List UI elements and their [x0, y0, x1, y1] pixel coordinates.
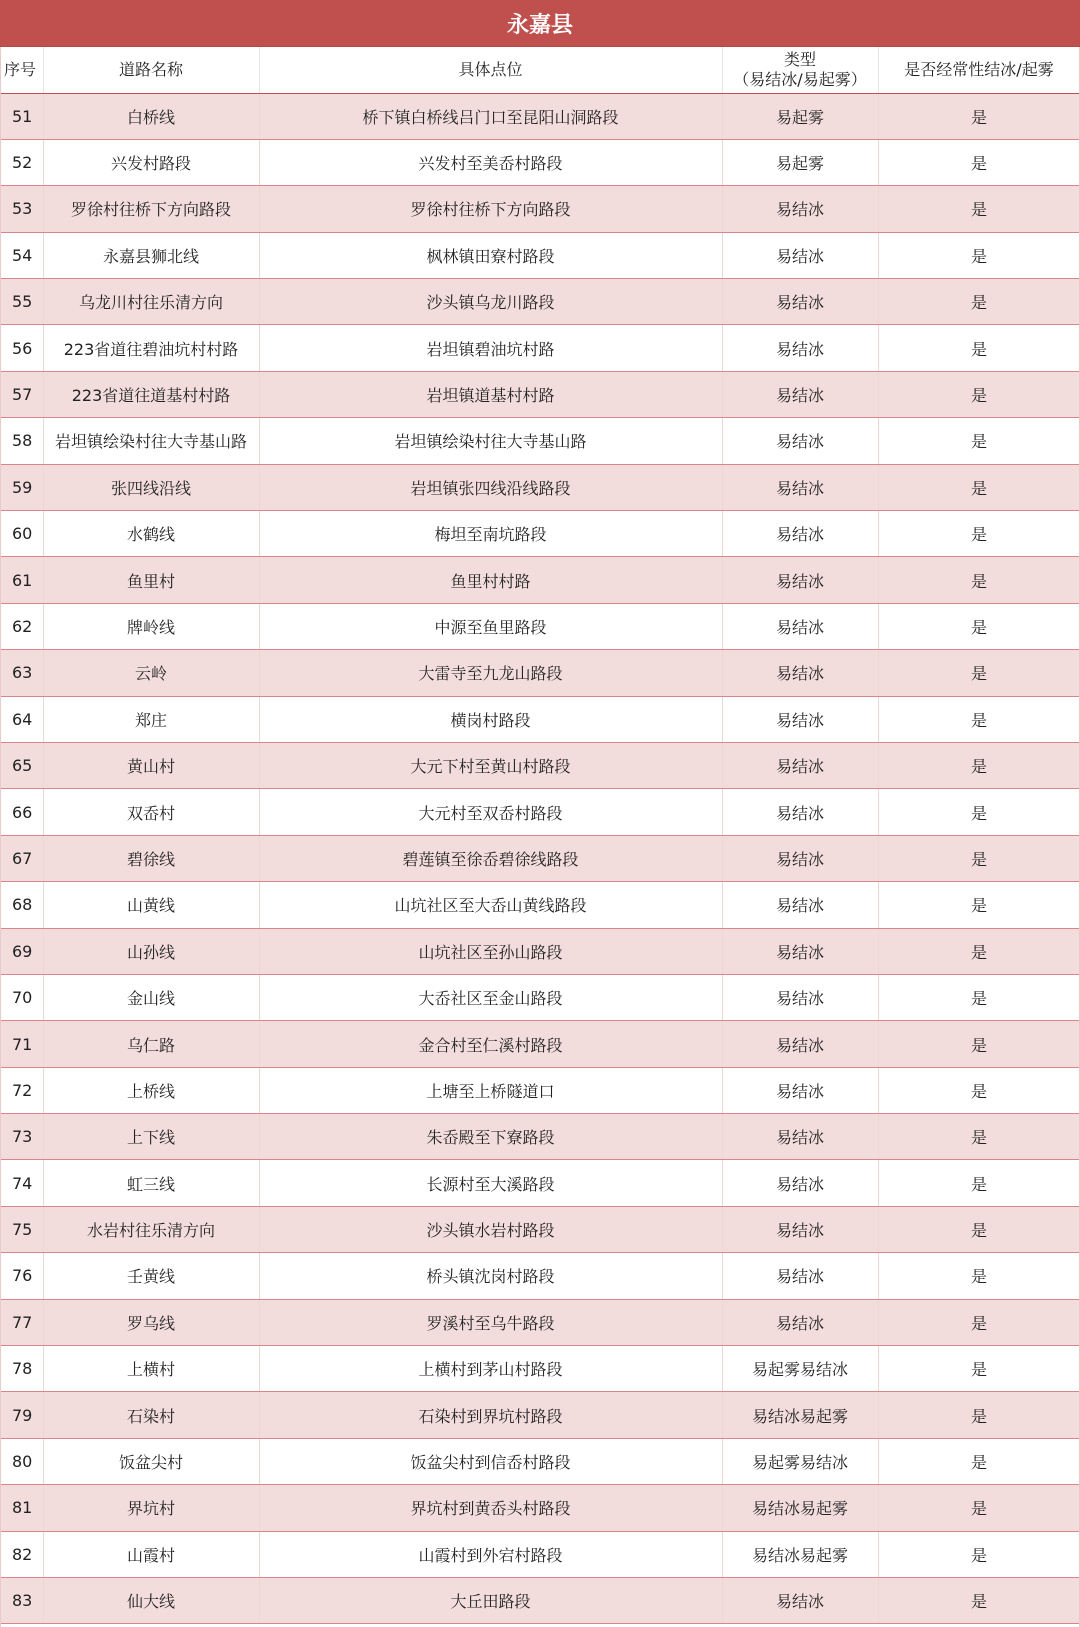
cell-road-name[interactable]: 白桥线: [43, 93, 259, 139]
cell-frequent[interactable]: 是: [878, 186, 1080, 232]
cell-type[interactable]: 易结冰: [722, 974, 878, 1020]
cell-location[interactable]: 桥下镇白桥线吕门口至昆阳山洞路段: [259, 93, 722, 139]
cell-location[interactable]: 大丘田路段: [259, 1578, 722, 1624]
cell-location[interactable]: 岩坦镇绘染村往大寺基山路: [259, 418, 722, 464]
cell-type[interactable]: 易结冰: [722, 1253, 878, 1299]
cell-location[interactable]: 金合村至仁溪村路段: [259, 1021, 722, 1067]
cell-type[interactable]: 易结冰: [722, 232, 878, 278]
cell-type[interactable]: 易结冰易起雾: [722, 1392, 878, 1438]
cell-type[interactable]: 易结冰易起雾: [722, 1531, 878, 1577]
table-row: [0, 1206, 1080, 1252]
cell-frequent[interactable]: 是: [878, 835, 1080, 881]
table-row: [0, 232, 1080, 278]
cell-no[interactable]: 56: [0, 325, 43, 371]
cell-frequent[interactable]: 是: [878, 882, 1080, 928]
header-road-name: 道路名称: [43, 47, 259, 93]
cell-type[interactable]: 易结冰: [722, 835, 878, 881]
cell-type[interactable]: 易结冰: [722, 603, 878, 649]
cell-type[interactable]: 易起雾: [722, 139, 878, 185]
cell-no[interactable]: 60: [0, 511, 43, 557]
cell-location[interactable]: 罗徐村往桥下方向路段: [259, 186, 722, 232]
cell-road-name[interactable]: 上横村: [43, 1346, 259, 1392]
cell-road-name[interactable]: 罗徐村往桥下方向路段: [43, 186, 259, 232]
table-row: [0, 1021, 1080, 1067]
cell-no[interactable]: 66: [0, 789, 43, 835]
cell-type[interactable]: 易结冰: [722, 928, 878, 974]
cell-type[interactable]: 易结冰: [722, 1206, 878, 1252]
table-row: [0, 1114, 1080, 1160]
table-row: [0, 1485, 1080, 1531]
cell-road-name[interactable]: 饭盆尖村: [43, 1438, 259, 1484]
cell-type[interactable]: 易结冰: [722, 186, 878, 232]
cell-type[interactable]: 易结冰: [722, 742, 878, 788]
sheet-title: 永嘉县: [0, 0, 1080, 47]
cell-no[interactable]: 62: [0, 603, 43, 649]
header-type: [722, 47, 878, 93]
cell-road-name[interactable]: 223省道往道基村村路: [43, 371, 259, 417]
cell-frequent[interactable]: 是: [878, 511, 1080, 557]
cell-type[interactable]: 易结冰: [722, 325, 878, 371]
cell-frequent[interactable]: 是: [878, 603, 1080, 649]
cell-type[interactable]: 易起雾: [722, 93, 878, 139]
cell-type[interactable]: 易起雾易结冰: [722, 1346, 878, 1392]
cell-location[interactable]: 上横村到茅山村路段: [259, 1346, 722, 1392]
cell-road-name[interactable]: 仙大线: [43, 1578, 259, 1624]
table-row: [0, 279, 1080, 325]
table-row: [0, 325, 1080, 371]
cell-no[interactable]: 73: [0, 1114, 43, 1160]
table-row: [0, 139, 1080, 185]
cell-type[interactable]: 易结冰: [722, 1299, 878, 1345]
cell-no[interactable]: 81: [0, 1485, 43, 1531]
cell-location[interactable]: 大元村至双岙村路段: [259, 789, 722, 835]
cell-frequent[interactable]: 是: [878, 1114, 1080, 1160]
cell-road-name[interactable]: 双岙村: [43, 789, 259, 835]
cell-location[interactable]: 梅坦至南坑路段: [259, 511, 722, 557]
cell-no[interactable]: 71: [0, 1021, 43, 1067]
cell-frequent[interactable]: 是: [878, 1578, 1080, 1624]
cell-type[interactable]: 易结冰: [722, 371, 878, 417]
cell-road-name[interactable]: 乌仁路: [43, 1021, 259, 1067]
cell-no[interactable]: 57: [0, 371, 43, 417]
table-row: [0, 835, 1080, 881]
table-row: [0, 1438, 1080, 1484]
cell-location[interactable]: 罗溪村至乌牛路段: [259, 1299, 722, 1345]
cell-no[interactable]: 63: [0, 650, 43, 696]
left-border: [0, 47, 1, 1627]
table-row: [0, 1392, 1080, 1438]
cell-no[interactable]: 52: [0, 139, 43, 185]
cell-location[interactable]: 鱼里村村路: [259, 557, 722, 603]
cell-frequent[interactable]: 是: [878, 1299, 1080, 1345]
cell-location[interactable]: 岩坦镇道基村村路: [259, 371, 722, 417]
header-type-line2: （易结冰/易起雾）: [733, 69, 867, 89]
cell-no[interactable]: 58: [0, 418, 43, 464]
header-type-line1: 类型: [783, 49, 816, 69]
cell-type[interactable]: 易结冰: [722, 882, 878, 928]
cell-no[interactable]: 80: [0, 1438, 43, 1484]
cell-type[interactable]: 易结冰: [722, 1578, 878, 1624]
table-row: [0, 1346, 1080, 1392]
cell-location[interactable]: 碧莲镇至徐岙碧徐线路段: [259, 835, 722, 881]
cell-location[interactable]: 大元下村至黄山村路段: [259, 742, 722, 788]
cell-frequent[interactable]: 是: [878, 139, 1080, 185]
cell-location[interactable]: 沙头镇水岩村路段: [259, 1206, 722, 1252]
cell-frequent[interactable]: 是: [878, 1438, 1080, 1484]
cell-frequent[interactable]: 是: [878, 1206, 1080, 1252]
cell-type[interactable]: 易结冰易起雾: [722, 1485, 878, 1531]
cell-no[interactable]: 74: [0, 1160, 43, 1206]
cell-no[interactable]: 78: [0, 1346, 43, 1392]
cell-no[interactable]: 82: [0, 1531, 43, 1577]
cell-type[interactable]: 易结冰: [722, 1067, 878, 1113]
cell-road-name[interactable]: 壬黄线: [43, 1253, 259, 1299]
cell-frequent[interactable]: 是: [878, 418, 1080, 464]
cell-frequent[interactable]: 是: [878, 557, 1080, 603]
cell-frequent[interactable]: 是: [878, 325, 1080, 371]
cell-road-name[interactable]: 乌龙川村往乐清方向: [43, 279, 259, 325]
cell-road-name[interactable]: 碧徐线: [43, 835, 259, 881]
cell-type[interactable]: 易结冰: [722, 1160, 878, 1206]
cell-road-name[interactable]: 山孙线: [43, 928, 259, 974]
cell-location[interactable]: 大雷寺至九龙山路段: [259, 650, 722, 696]
table-row: [0, 974, 1080, 1020]
table-row: [0, 1067, 1080, 1113]
cell-type[interactable]: 易结冰: [722, 279, 878, 325]
cell-no[interactable]: 64: [0, 696, 43, 742]
cell-location[interactable]: 朱岙殿至下寮路段: [259, 1114, 722, 1160]
cell-no[interactable]: 55: [0, 279, 43, 325]
cell-road-name[interactable]: 罗乌线: [43, 1299, 259, 1345]
header-no: 序号: [0, 47, 43, 93]
cell-location[interactable]: 饭盆尖村到信岙村路段: [259, 1438, 722, 1484]
cell-road-name[interactable]: 黄山村: [43, 742, 259, 788]
cell-road-name[interactable]: 岩坦镇绘染村往大寺基山路: [43, 418, 259, 464]
cell-frequent[interactable]: 是: [878, 650, 1080, 696]
cell-road-name[interactable]: 金山线: [43, 974, 259, 1020]
cell-location[interactable]: 大岙社区至金山路段: [259, 974, 722, 1020]
cell-location[interactable]: 上塘至上桥隧道口: [259, 1067, 722, 1113]
cell-no[interactable]: 70: [0, 974, 43, 1020]
cell-road-name[interactable]: 石染村: [43, 1392, 259, 1438]
cell-road-name[interactable]: 界坑村: [43, 1485, 259, 1531]
cell-road-name[interactable]: 郑庄: [43, 696, 259, 742]
cell-frequent[interactable]: 是: [878, 279, 1080, 325]
cell-location[interactable]: 界坑村到黄岙头村路段: [259, 1485, 722, 1531]
table-row: [0, 464, 1080, 510]
table-row: [0, 557, 1080, 603]
cell-location[interactable]: 横岗村路段: [259, 696, 722, 742]
cell-road-name[interactable]: 兴发村路段: [43, 139, 259, 185]
cell-no[interactable]: 72: [0, 1067, 43, 1113]
cell-location[interactable]: 岩坦镇碧油坑村路: [259, 325, 722, 371]
cell-road-name[interactable]: 鱼里村: [43, 557, 259, 603]
cell-type[interactable]: 易结冰: [722, 650, 878, 696]
table-row: [0, 1531, 1080, 1577]
road-table: [0, 47, 1080, 1624]
cell-road-name[interactable]: 牌岭线: [43, 603, 259, 649]
cell-location[interactable]: 山坑社区至孙山路段: [259, 928, 722, 974]
header-row: [0, 47, 1080, 93]
cell-road-name[interactable]: 张四线沿线: [43, 464, 259, 510]
cell-road-name[interactable]: 水鹤线: [43, 511, 259, 557]
table-row: [0, 1253, 1080, 1299]
cell-no[interactable]: 54: [0, 232, 43, 278]
table-row: [0, 742, 1080, 788]
cell-road-name[interactable]: 虹三线: [43, 1160, 259, 1206]
cell-no[interactable]: 68: [0, 882, 43, 928]
cell-frequent[interactable]: 是: [878, 1531, 1080, 1577]
table-row: [0, 186, 1080, 232]
cell-road-name[interactable]: 上下线: [43, 1114, 259, 1160]
cell-type[interactable]: 易结冰: [722, 418, 878, 464]
cell-road-name[interactable]: 223省道往碧油坑村村路: [43, 325, 259, 371]
cell-frequent[interactable]: 是: [878, 1346, 1080, 1392]
cell-type[interactable]: 易起雾易结冰: [722, 1438, 878, 1484]
cell-frequent[interactable]: 是: [878, 93, 1080, 139]
cell-location[interactable]: 沙头镇乌龙川路段: [259, 279, 722, 325]
cell-type[interactable]: 易结冰: [722, 1021, 878, 1067]
table-body: [0, 93, 1080, 1624]
cell-location[interactable]: 长源村至大溪路段: [259, 1160, 722, 1206]
cell-no[interactable]: 65: [0, 742, 43, 788]
table-row: [0, 650, 1080, 696]
table-row: [0, 1578, 1080, 1624]
cell-frequent[interactable]: 是: [878, 696, 1080, 742]
cell-road-name[interactable]: 水岩村往乐清方向: [43, 1206, 259, 1252]
table-row: [0, 511, 1080, 557]
cell-no[interactable]: 51: [0, 93, 43, 139]
cell-type[interactable]: 易结冰: [722, 464, 878, 510]
cell-frequent[interactable]: 是: [878, 1485, 1080, 1531]
cell-location[interactable]: 枫林镇田寮村路段: [259, 232, 722, 278]
table-row: [0, 371, 1080, 417]
cell-no[interactable]: 59: [0, 464, 43, 510]
cell-road-name[interactable]: 云岭: [43, 650, 259, 696]
cell-frequent[interactable]: 是: [878, 742, 1080, 788]
cell-no[interactable]: 77: [0, 1299, 43, 1345]
cell-location[interactable]: 兴发村至美岙村路段: [259, 139, 722, 185]
cell-frequent[interactable]: 是: [878, 1392, 1080, 1438]
cell-no[interactable]: 69: [0, 928, 43, 974]
table-row: [0, 93, 1080, 139]
table-row: [0, 696, 1080, 742]
cell-frequent[interactable]: 是: [878, 1253, 1080, 1299]
cell-road-name[interactable]: 山霞村: [43, 1531, 259, 1577]
table-row: [0, 603, 1080, 649]
header-frequent: 是否经常性结冰/起雾: [878, 47, 1080, 93]
cell-location[interactable]: 山坑社区至大岙山黄线路段: [259, 882, 722, 928]
table-row: [0, 418, 1080, 464]
cell-frequent[interactable]: 是: [878, 928, 1080, 974]
cell-location[interactable]: 石染村到界坑村路段: [259, 1392, 722, 1438]
cell-type[interactable]: 易结冰: [722, 511, 878, 557]
cell-type[interactable]: 易结冰: [722, 557, 878, 603]
cell-type[interactable]: 易结冰: [722, 696, 878, 742]
cell-frequent[interactable]: 是: [878, 789, 1080, 835]
cell-no[interactable]: 67: [0, 835, 43, 881]
cell-no[interactable]: 61: [0, 557, 43, 603]
table-row: [0, 789, 1080, 835]
cell-frequent[interactable]: 是: [878, 371, 1080, 417]
cell-location[interactable]: 中源至鱼里路段: [259, 603, 722, 649]
cell-type[interactable]: 易结冰: [722, 1114, 878, 1160]
table-row: [0, 1160, 1080, 1206]
cell-type[interactable]: 易结冰: [722, 789, 878, 835]
cell-no[interactable]: 79: [0, 1392, 43, 1438]
cell-no[interactable]: 76: [0, 1253, 43, 1299]
cell-frequent[interactable]: 是: [878, 1160, 1080, 1206]
cell-road-name[interactable]: 上桥线: [43, 1067, 259, 1113]
table-row: [0, 928, 1080, 974]
cell-frequent[interactable]: 是: [878, 1021, 1080, 1067]
cell-location[interactable]: 岩坦镇张四线沿线路段: [259, 464, 722, 510]
cell-frequent[interactable]: 是: [878, 974, 1080, 1020]
table-row: [0, 1299, 1080, 1345]
cell-frequent[interactable]: 是: [878, 232, 1080, 278]
cell-road-name[interactable]: 山黄线: [43, 882, 259, 928]
cell-no[interactable]: 83: [0, 1578, 43, 1624]
cell-no[interactable]: 75: [0, 1206, 43, 1252]
cell-no[interactable]: 53: [0, 186, 43, 232]
header-location: 具体点位: [259, 47, 722, 93]
table-row: [0, 882, 1080, 928]
cell-location[interactable]: 桥头镇沈岗村路段: [259, 1253, 722, 1299]
cell-frequent[interactable]: 是: [878, 464, 1080, 510]
cell-location[interactable]: 山霞村到外宕村路段: [259, 1531, 722, 1577]
cell-road-name[interactable]: 永嘉县狮北线: [43, 232, 259, 278]
cell-frequent[interactable]: 是: [878, 1067, 1080, 1113]
